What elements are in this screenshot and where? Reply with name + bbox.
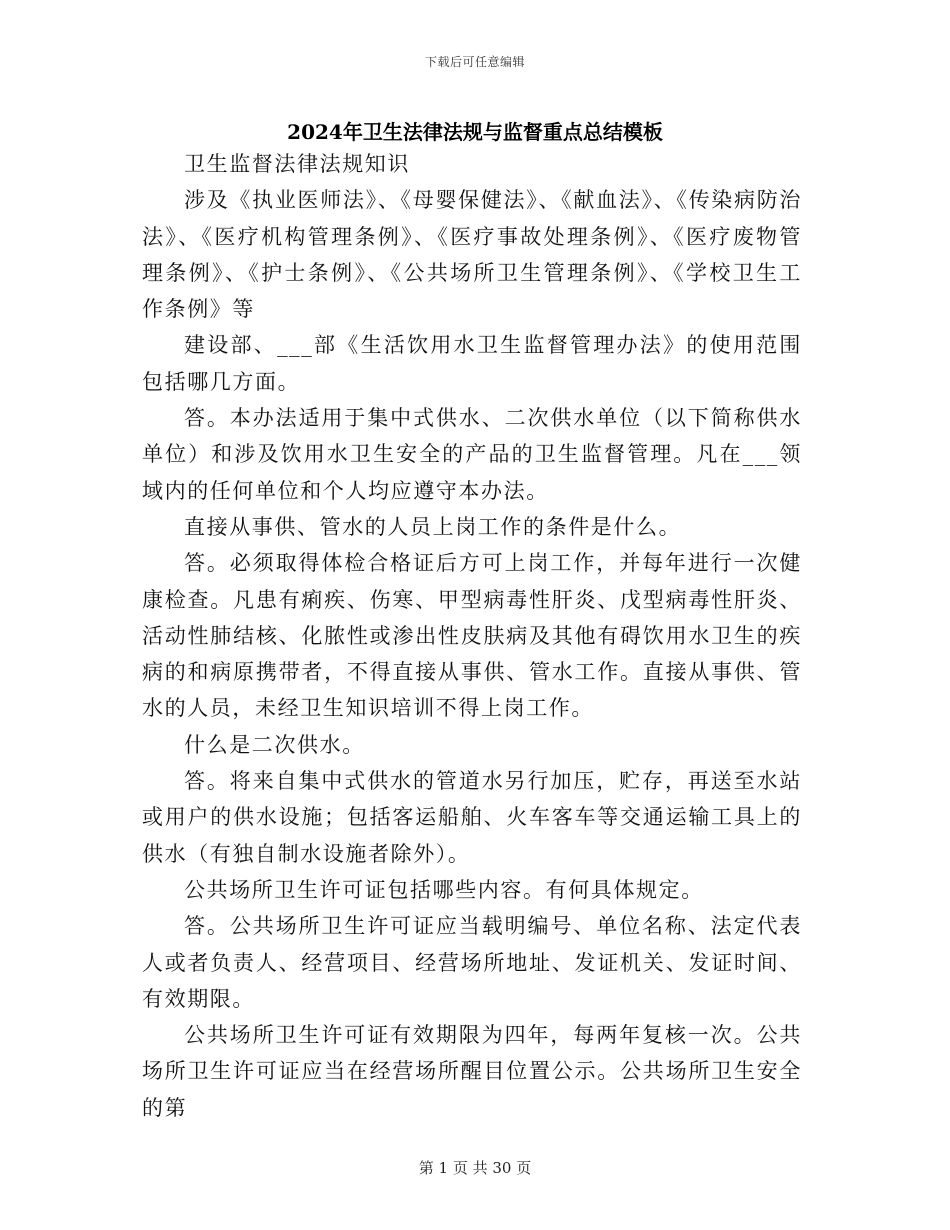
paragraph: 建设部、___部《生活饮用水卫生监督管理办法》的使用范围包括哪几方面。 (142, 333, 802, 394)
paragraph: 什么是二次供水。 (184, 732, 365, 757)
document-body (142, 146, 802, 1126)
paragraph: 公共场所卫生许可证包括哪些内容。有何具体规定。 (184, 877, 704, 902)
paragraph: 答。必须取得体检合格证后方可上岗工作，并每年进行一次健康检查。凡患有痢疾、伤寒、甲型病毒性肝炎、戊型病毒性肝炎、活动性肺结核、化脓性或渗出性皮肤病及其他有碍饮用水卫生的疾病的和病原携带者，不得直接从事供、管水工作。直接从事供、管水的人员，未经卫生知识培训不得上岗工作。 (142, 551, 802, 721)
paragraph: 卫生监督法律法规知识 (184, 152, 410, 176)
paragraph: 公共场所卫生许可证有效期限为四年，每两年复核一次。公共场所卫生许可证应当在经营场所醒目位置公示。公共场所卫生安全的第 (142, 1023, 802, 1120)
paragraph: 答。公共场所卫生许可证应当载明编号、单位名称、法定代表人或者负责人、经营项目、经营场所地址、发证机关、发证时间、有效期限。 (142, 914, 802, 1011)
paragraph: 直接从事供、管水的人员上岗工作的条件是什么。 (184, 514, 682, 539)
paragraph: 答。本办法适用于集中式供水、二次供水单位（以下简称供水单位）和涉及饮用水卫生安全的产品的卫生监督管理。凡在___领域内的任何单位和个人均应遵守本办法。 (142, 406, 802, 503)
paragraph: 涉及《执业医师法》、《母婴保健法》、《献血法》、《传染病防治法》、《医疗机构管理条例》、《医疗事故处理条例》、《医疗废物管理条例》、《护士条例》、《公共场所卫生管理条例》、《学校卫生工作条例》等 (142, 188, 802, 322)
paragraph: 答。将来自集中式供水的管道水另行加压，贮存，再送至水站或用户的供水设施；包括客运船舶、火车客车等交通运输工具上的供水（有独自制水设施者除外）。 (142, 769, 802, 866)
header-note: 下载后可任意编辑 (424, 55, 525, 69)
document-title: 2024年卫生法律法规与监督重点总结模板 (287, 120, 663, 144)
page-number: 第 1 页 共 30 页 (418, 1159, 532, 1177)
